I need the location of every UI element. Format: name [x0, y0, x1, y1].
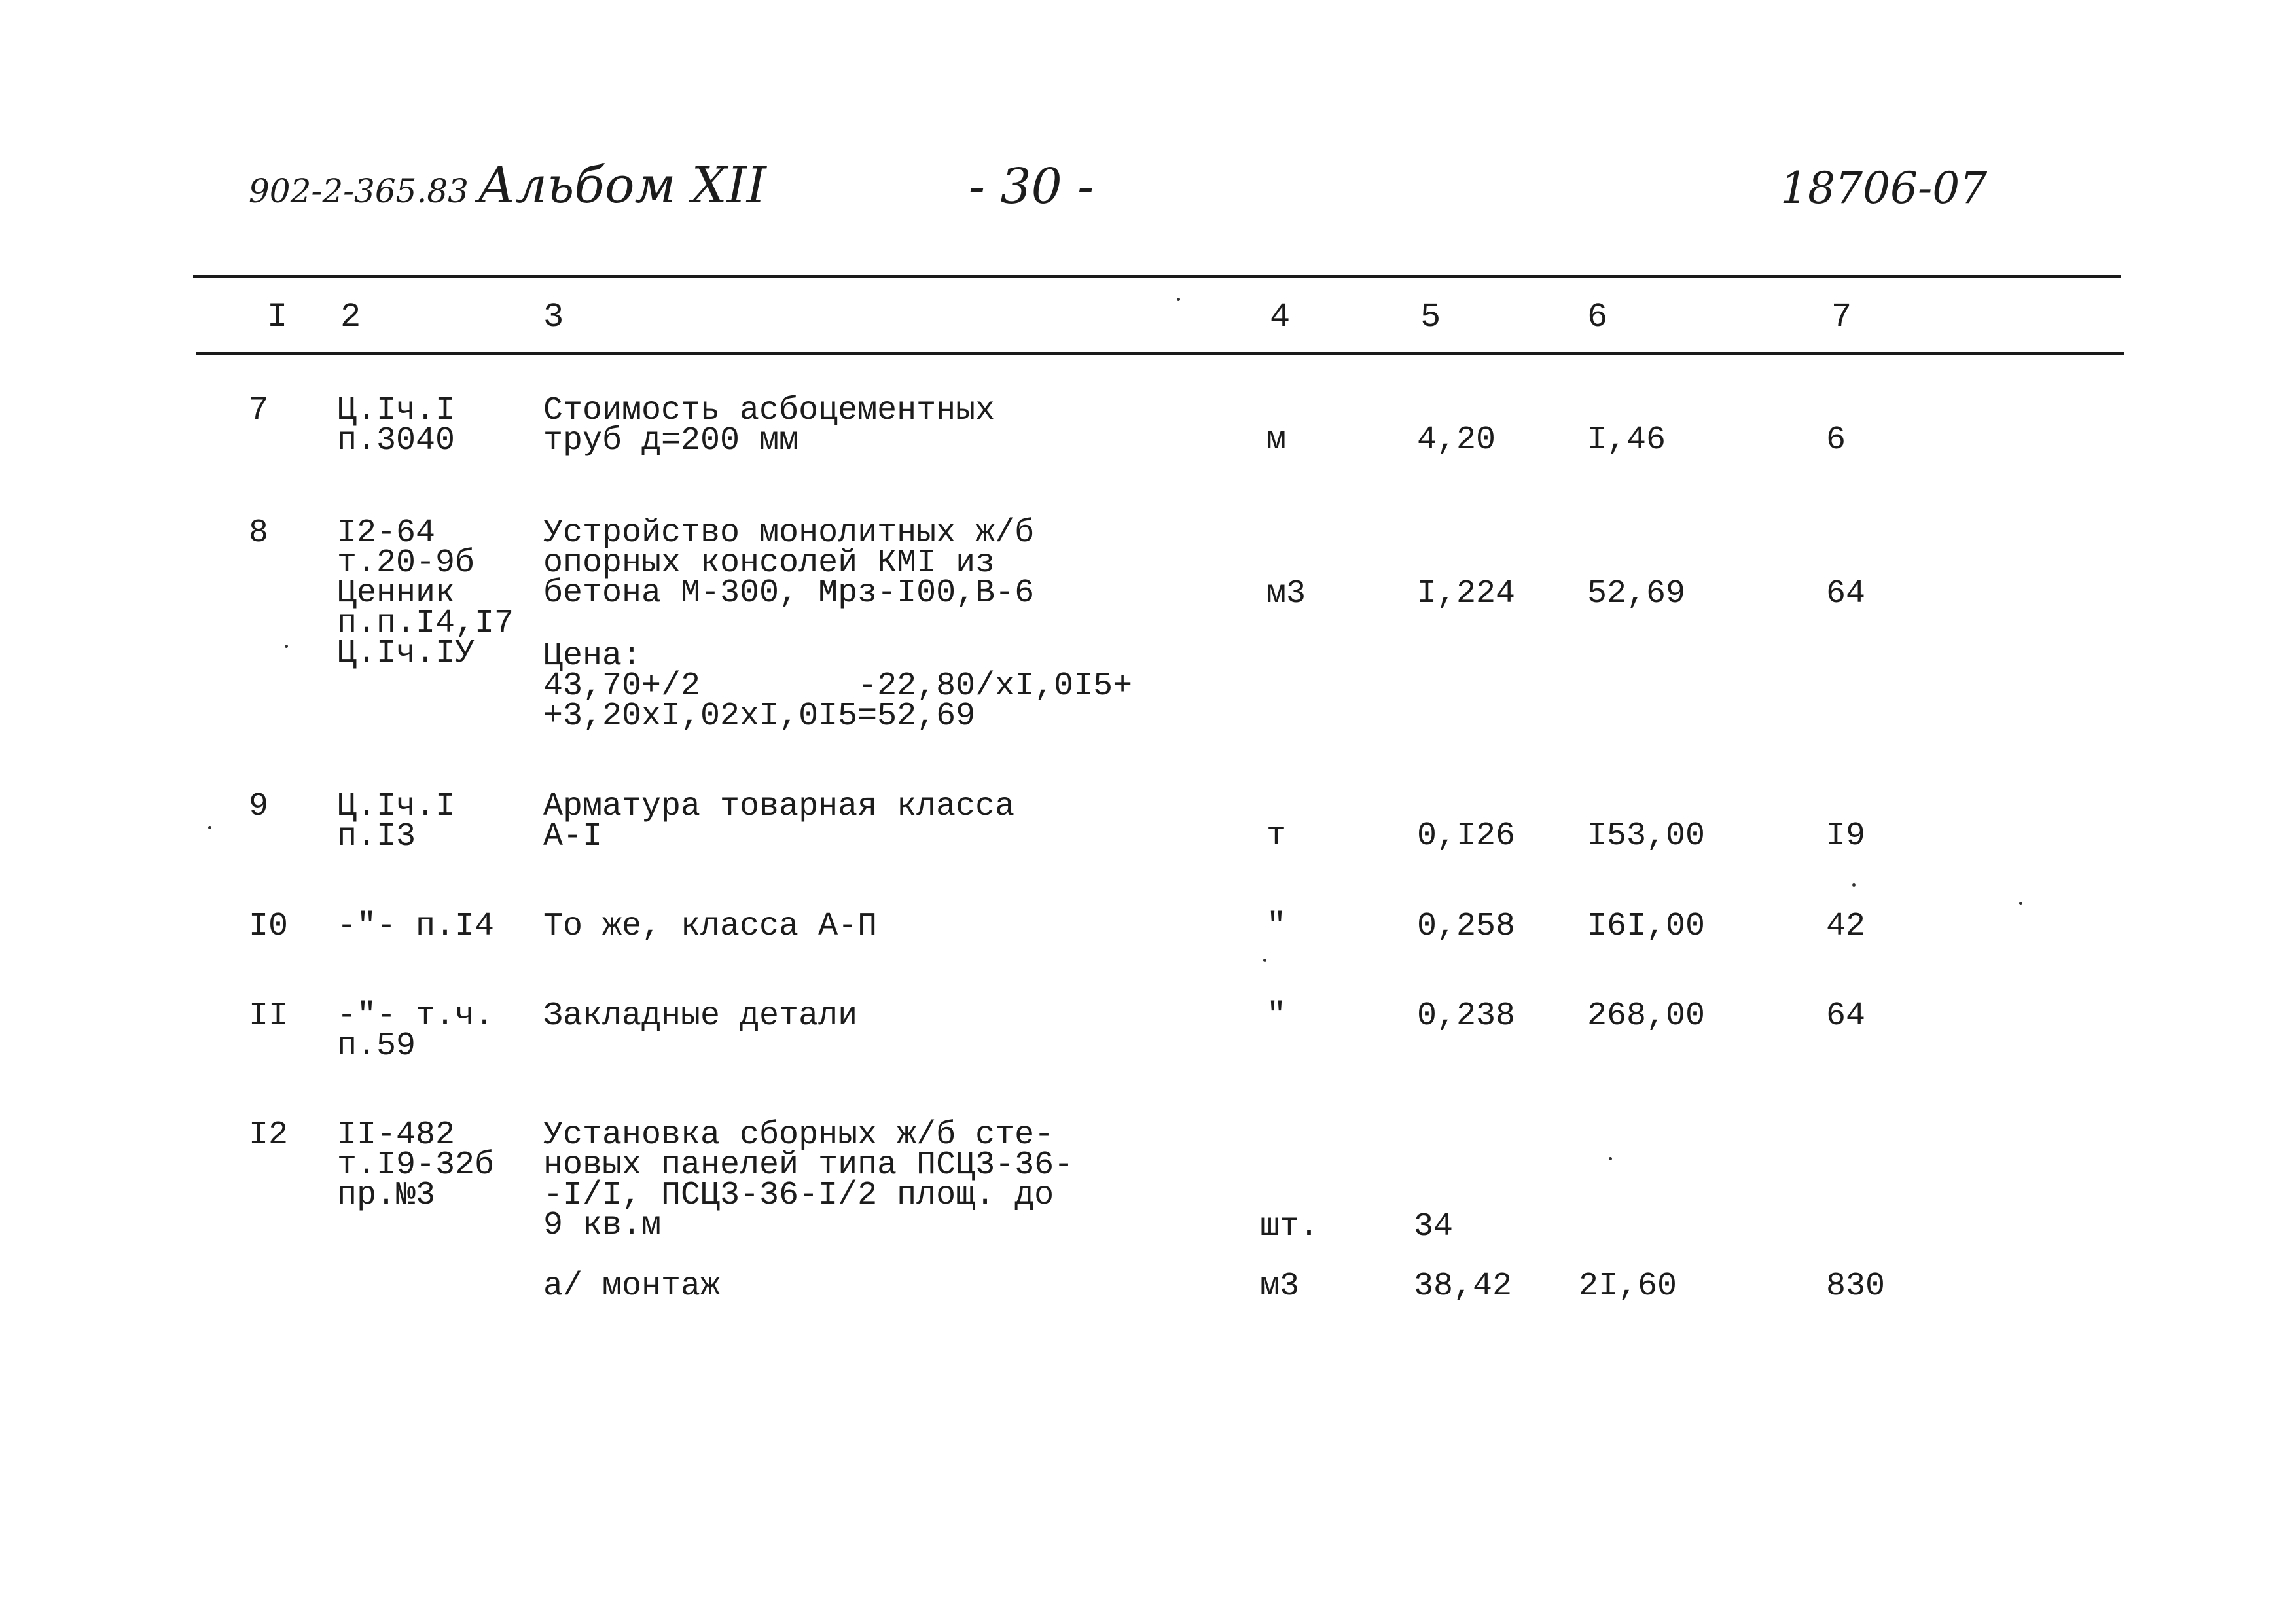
- row-price: 52,69: [1587, 575, 1686, 613]
- row-unit: м3: [1266, 575, 1306, 613]
- row-number: 9: [249, 788, 269, 825]
- column-header-5: 5: [1420, 298, 1441, 336]
- row-unit: шт.: [1260, 1208, 1319, 1245]
- album-label: Альбом XII: [478, 156, 766, 214]
- row-total: 6: [1826, 421, 1846, 459]
- column-header-3: 3: [543, 298, 564, 336]
- row-reference: -"- т.ч. п.59: [337, 997, 495, 1065]
- row-price-note: Цена: 43,70+/2 -22,80/xI,0I5+ +3,20xI,02xI,0I5=52,69: [543, 637, 1133, 735]
- row-number: 8: [249, 514, 269, 552]
- row-total: 830: [1826, 1268, 1886, 1305]
- row-description: Устройство монолитных ж/б опорных консолей КМI из бетона М-300, Мрз-I00,В-6: [543, 514, 1035, 612]
- row-total: I9: [1826, 817, 1866, 855]
- row-description: То же, класса А-П: [543, 908, 878, 945]
- column-header-6: 6: [1587, 298, 1608, 336]
- table-top-rule: [193, 275, 2121, 278]
- header-bottom-rule: [196, 352, 2124, 355]
- row-reference: -"- п.I4: [337, 908, 495, 945]
- row-reference: II-482 т.I9-32б пр.№3: [337, 1116, 495, 1214]
- page-number: - 30 -: [969, 158, 1094, 215]
- row-unit: м3: [1260, 1268, 1300, 1305]
- row-quantity: 0,I26: [1417, 817, 1516, 855]
- row-description: Стоимость асбоцементных труб д=200 мм: [543, 392, 996, 459]
- row-quantity: 0,238: [1417, 997, 1516, 1035]
- scan-speck: [1263, 959, 1266, 962]
- row-quantity: 0,258: [1417, 908, 1516, 945]
- row-price: I53,00: [1587, 817, 1706, 855]
- row-quantity: 34: [1414, 1208, 1454, 1245]
- column-header-7: 7: [1831, 298, 1852, 336]
- row-number: 7: [249, 392, 269, 429]
- scan-speck: [2019, 902, 2022, 905]
- row-price: I,46: [1587, 421, 1666, 459]
- scan-speck: [1852, 883, 1856, 887]
- row-number: II: [249, 997, 289, 1035]
- column-header-1: I: [267, 298, 288, 336]
- row-reference: Ц.Iч.I п.3040: [337, 392, 456, 459]
- row-description: а/ монтаж: [543, 1268, 721, 1305]
- row-quantity: 38,42: [1414, 1268, 1513, 1305]
- registration-number: 18706-07: [1780, 163, 1988, 213]
- row-quantity: I,224: [1417, 575, 1516, 613]
- row-number: I2: [249, 1116, 289, 1154]
- row-number: I0: [249, 908, 289, 945]
- row-description: Арматура товарная класса А-I: [543, 788, 1015, 855]
- row-unit: ": [1266, 908, 1287, 945]
- row-price: 2I,60: [1579, 1268, 1677, 1305]
- scan-speck: [1177, 298, 1180, 301]
- row-reference: I2-64 т.20-9б Ценник п.п.I4,I7 Ц.Iч.IУ: [337, 514, 514, 672]
- row-reference: Ц.Iч.I п.I3: [337, 788, 456, 855]
- row-unit: т: [1266, 817, 1287, 855]
- scan-speck: [208, 826, 211, 829]
- row-description: Закладные детали: [543, 997, 858, 1035]
- column-header-2: 2: [340, 298, 361, 336]
- row-total: 42: [1826, 908, 1866, 945]
- scan-speck: [1609, 1157, 1612, 1160]
- row-price: 268,00: [1587, 997, 1706, 1035]
- row-quantity: 4,20: [1417, 421, 1496, 459]
- row-total: 64: [1826, 575, 1866, 613]
- row-total: 64: [1826, 997, 1866, 1035]
- row-unit: м: [1266, 421, 1287, 459]
- column-header-4: 4: [1270, 298, 1291, 336]
- row-description: Установка сборных ж/б сте- новых панелей типа ПСЦ3-36- -I/I, ПСЦ3-36-I/2 площ. до 9 кв.м: [543, 1116, 1074, 1244]
- document-code: 902-2-365.83: [249, 172, 469, 210]
- row-price: I6I,00: [1587, 908, 1706, 945]
- scan-speck: [285, 645, 288, 648]
- row-unit: ": [1266, 997, 1287, 1035]
